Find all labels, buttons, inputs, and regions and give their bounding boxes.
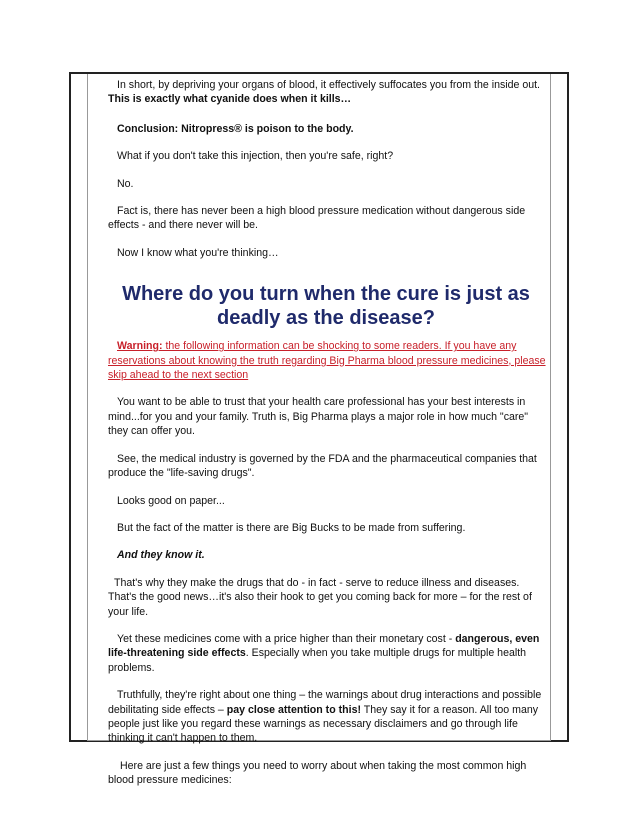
paragraph-suffocates-text: In short, by depriving your organs of blood, it effectively suffocates you from the inside out. <box>117 79 541 91</box>
warning-paragraph <box>108 339 548 382</box>
conclusion-text: Conclusion: Nitropress® is poison to the body. <box>117 122 354 135</box>
yet-text-bold: dangerous, even life-threatening side effects <box>108 632 540 660</box>
yet-text-c: . Especially when you take multiple drugs for multiple health problems. <box>108 647 527 674</box>
now-paragraph: Now I know what you're thinking… <box>117 246 279 259</box>
truth-text-a: Truthfully, they're right about one thing – the warnings about drug interactions and possible debilitating side effects – <box>108 689 542 716</box>
thats-paragraph: That's why they make the drugs that do - in fact - serve to reduce illness and diseases. That's the good news…it's also their hook to get you coming back for more – for the rest of your life. <box>108 576 532 618</box>
truth-text-c: They say it for a reason. All too many people just like you regard these warnings as necessary disclaimers and go through life thinking it can't happen to them. <box>108 703 539 745</box>
know-text: And they know it. <box>117 549 205 562</box>
truth-paragraph <box>108 688 548 746</box>
no-paragraph: No. <box>117 177 134 190</box>
document-body <box>108 78 548 788</box>
yet-paragraph <box>108 632 548 675</box>
warning-text: the following information can be shocking to some readers. If you have any reservations about knowing the truth regarding Big Pharma blood pressure medicines, please skip ahead to the next section <box>108 340 546 382</box>
trust-paragraph: You want to be able to trust that your health care professional has your best interests in mind...for you and your family. Truth is, Big Pharma plays a major role in how much "care" they can offer you. <box>108 396 529 438</box>
fact-paragraph: Fact is, there has never been a high blood pressure medication without dangerous side effects - and there never will be. <box>108 205 526 232</box>
looks-paragraph: Looks good on paper... <box>117 494 225 507</box>
here-paragraph: Here are just a few things you need to worry about when taking the most common high blood pressure medicines: <box>108 759 527 787</box>
yet-text-a: Yet these medicines come with a price higher than their monetary cost - <box>117 632 456 645</box>
section-heading: Where do you turn when the cure is just as deadly as the disease? <box>122 283 530 330</box>
what-if-paragraph: What if you don't take this injection, then you're safe, right? <box>117 150 394 163</box>
know-paragraph <box>108 548 548 562</box>
paragraph-suffocates <box>108 78 548 107</box>
warning-label: Warning: <box>117 340 163 353</box>
truth-text-bold: pay close attention to this! <box>226 703 361 716</box>
but-paragraph: But the fact of the matter is there are Big Bucks to be made from suffering. <box>117 521 466 534</box>
cyanide-sentence: This is exactly what cyanide does when it kills… <box>108 93 352 106</box>
see-paragraph: See, the medical industry is governed by the FDA and the pharmaceutical companies that produce the "life-saving drugs". <box>108 452 537 480</box>
conclusion-paragraph <box>108 122 548 136</box>
